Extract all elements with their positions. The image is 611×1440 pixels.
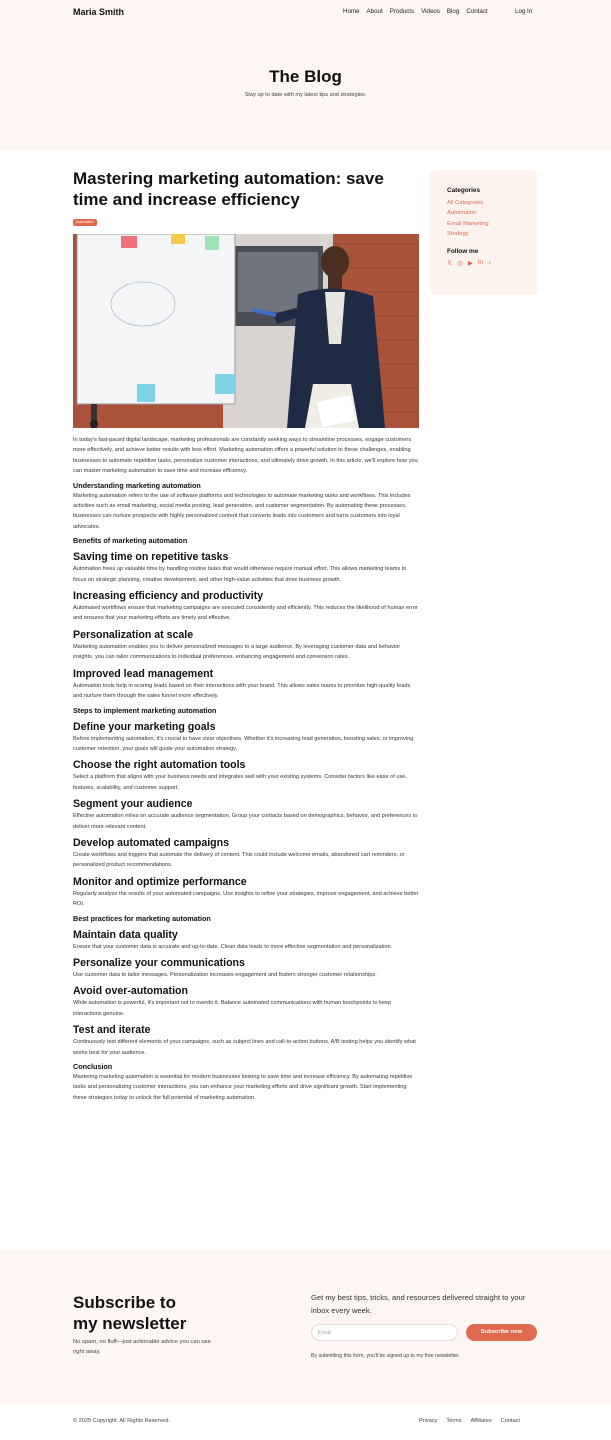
youtube-icon[interactable]: ▶	[467, 259, 473, 267]
post-heading: Personalize your communications	[73, 956, 245, 969]
post-heading: Segment your audience	[73, 798, 193, 811]
post-heading: Test and iterate	[73, 1024, 151, 1037]
post-paragraph: Regularly analyze the results of your automated campaigns. Use insights to refine your strategies, improve engagement, and achieve better ROI.	[73, 890, 419, 908]
footer-link-contact[interactable]: Contact	[500, 1418, 520, 1424]
main-nav	[343, 8, 488, 15]
footer-link-affiliates[interactable]: Affiliates	[470, 1418, 492, 1424]
newsletter-section	[0, 1249, 611, 1405]
newsletter-title-line1: Subscribe to	[73, 1293, 176, 1312]
category-tag[interactable]: Automation	[73, 219, 97, 226]
post-heading: Maintain data quality	[73, 928, 178, 941]
page-subtitle: Stay up to date with my latest tips and strategies.	[244, 92, 367, 98]
post-paragraph: While automation is powerful, it's important not to overdo it. Balance automated communications with human touchpoints to keep interactions genuine.	[73, 1000, 392, 1017]
category-all[interactable]: All Categories	[447, 200, 484, 206]
post-heading: Benefits of marketing automation	[73, 536, 188, 546]
nav-item-blog[interactable]: Blog	[446, 8, 460, 15]
post-heading: Choose the right automation tools	[73, 759, 246, 772]
post-sections	[73, 481, 419, 1104]
post-heading: Improved lead management	[73, 667, 214, 680]
post-paragraph: Mastering marketing automation is essential for modern businesses looking to save time and increase efficiency. By automating repetitive tasks and personalizing customer interactions, you can enhance your marketing efforts and drive significant growth. Start implementing these strategies today to unlock the full potential of marketing automation.	[73, 1074, 413, 1101]
nav-item-products[interactable]: Products	[389, 8, 415, 15]
newsletter-description: Get my best tips, tricks, and resources delivered straight to your inbox every week.	[311, 1293, 526, 1315]
post-paragraph: Before implementing automation, it's crucial to have clear objectives. Whether it's increasing lead generation, boosting sales, or improving customer retention, your goals will guide your automation strategy.	[73, 735, 414, 752]
post-heading: Monitor and optimize performance	[73, 875, 247, 888]
post-paragraph: Effective automation relies on accurate audience segmentation. Group your contacts based on demographics, behavior, and preferences to deliver more relevant content.	[73, 813, 418, 830]
footer-link-privacy[interactable]: Privacy	[419, 1418, 438, 1424]
newsletter-subtitle: No spam, no fluff—just actionable advice you can use right away.	[73, 1339, 211, 1356]
blog-post	[73, 168, 419, 1101]
post-intro: In today's fast-paced digital landscape, marketing professionals are constantly seeking ways to streamline processes, engage customers more effectively, and achieve better results with less effort. Marketing automation offers a powerful solution to these challenges, enabling businesses to automate repetitive tasks, personalize customer interactions, and ultimately drive growth. In this article, we'll explore how you can master marketing automation to save time and increase efficiency.	[73, 437, 418, 475]
nav-item-home[interactable]: Home	[343, 8, 360, 15]
post-paragraph: Use customer data to tailor messages. Personalization increases engagement and fosters stronger customer relationships.	[73, 971, 377, 978]
login-link[interactable]: Log In	[515, 8, 533, 15]
linkedin-icon[interactable]: in	[477, 258, 483, 266]
page-title: The Blog	[269, 67, 342, 86]
post-paragraph: Automation frees up valuable time by handling routine tasks that would otherwise require manual effort. This allows marketing teams to focus on strategic planning, creative development, and other high-value activities that drive business growth.	[73, 566, 407, 583]
post-paragraph: Marketing automation enables you to deliver personalized messages to a large audience. By leveraging customer data and behavior insights, you can tailor communications to individual preferences, enhancing engagement and conversion rates.	[73, 643, 401, 661]
post-hero-image	[73, 234, 419, 428]
nav-item-about[interactable]: About	[366, 8, 383, 15]
post-paragraph: Select a platform that aligns with your business needs and integrates well with your existing systems. Consider factors like ease of use, features, scalability, and customer support.	[73, 774, 407, 791]
instagram-icon[interactable]: ◎	[457, 259, 463, 267]
footer-link-terms[interactable]: Terms	[446, 1418, 462, 1424]
category-automation[interactable]: Automation	[447, 210, 477, 217]
post-heading: Avoid over-automation	[73, 985, 188, 998]
tiktok-icon[interactable]: ♪	[487, 258, 492, 266]
x-icon[interactable]: 𝕏	[447, 259, 453, 267]
email-input[interactable]: Email	[311, 1324, 458, 1341]
category-strategy[interactable]: Strategy	[447, 231, 469, 238]
nav-item-videos[interactable]: Videos	[421, 8, 440, 15]
categories-heading: Categories	[447, 187, 481, 194]
post-paragraph: Ensure that your customer data is accurate and up-to-date. Clean data leads to more effective segmentation and personalization.	[73, 943, 393, 950]
post-title: Mastering marketing automation: save time and increase efficiency	[73, 169, 384, 209]
subscribe-button[interactable]: Subscribe now	[466, 1324, 537, 1341]
follow-heading: Follow me	[447, 247, 479, 255]
post-paragraph: Create workflows and triggers that automate the delivery of content. This could include welcome emails, abandoned cart reminders, or personalized product recommendations.	[73, 851, 405, 869]
nav-item-contact[interactable]: Contact	[466, 8, 488, 15]
category-email-marketing[interactable]: Email Marketing	[447, 220, 489, 227]
post-heading: Understanding marketing automation	[73, 480, 201, 490]
post-heading: Steps to implement marketing automation	[73, 705, 217, 715]
post-paragraph: Continuously test different elements of your campaigns, such as subject lines and call-to-action buttons. A/B testing helps you identify what works best for your audience.	[73, 1039, 416, 1056]
post-paragraph: Automation tools help in scoring leads based on their interactions with your brand. This allows sales teams to prioritize high-quality leads and nurture them through the sales funnel more effectively.	[73, 682, 411, 700]
post-heading: Personalization at scale	[73, 628, 194, 641]
site-header	[0, 0, 611, 150]
post-heading: Saving time on repetitive tasks	[73, 551, 229, 564]
social-links	[447, 259, 520, 267]
newsletter-title	[73, 1292, 186, 1334]
newsletter-disclaimer: By submitting this form, you'll be signed up to my free newsletter.	[311, 1353, 460, 1359]
newsletter-title-line2: my newsletter	[73, 1314, 187, 1333]
post-heading: Best practices for marketing automation	[73, 913, 211, 923]
copyright: © 2025 Copyright. All Rights Reserved.	[73, 1418, 171, 1424]
post-heading: Develop automated campaigns	[73, 836, 230, 849]
post-heading: Conclusion	[73, 1062, 113, 1071]
post-paragraph: Marketing automation refers to the use of software platforms and technologies to automate marketing tasks and workflows. This includes activities such as email marketing, social media posting, lead generation, and customer segmentation. By automating these processes, businesses can nurture prospects with highly personalized content that converts leads into customers and turns customers into loyal advocates.	[73, 492, 411, 530]
post-body	[73, 435, 419, 1106]
post-paragraph: Automated workflows ensure that marketing campaigns are executed consistently and efficiently. This reduces the likelihood of human error and ensures that your marketing efforts are timely and effective.	[73, 605, 418, 622]
post-heading: Define your marketing goals	[73, 720, 216, 733]
brand-name[interactable]: Maria Smith	[73, 7, 125, 17]
post-heading: Increasing efficiency and productivity	[73, 590, 264, 603]
blog-sidebar	[430, 170, 537, 295]
footer-links	[419, 1418, 520, 1424]
